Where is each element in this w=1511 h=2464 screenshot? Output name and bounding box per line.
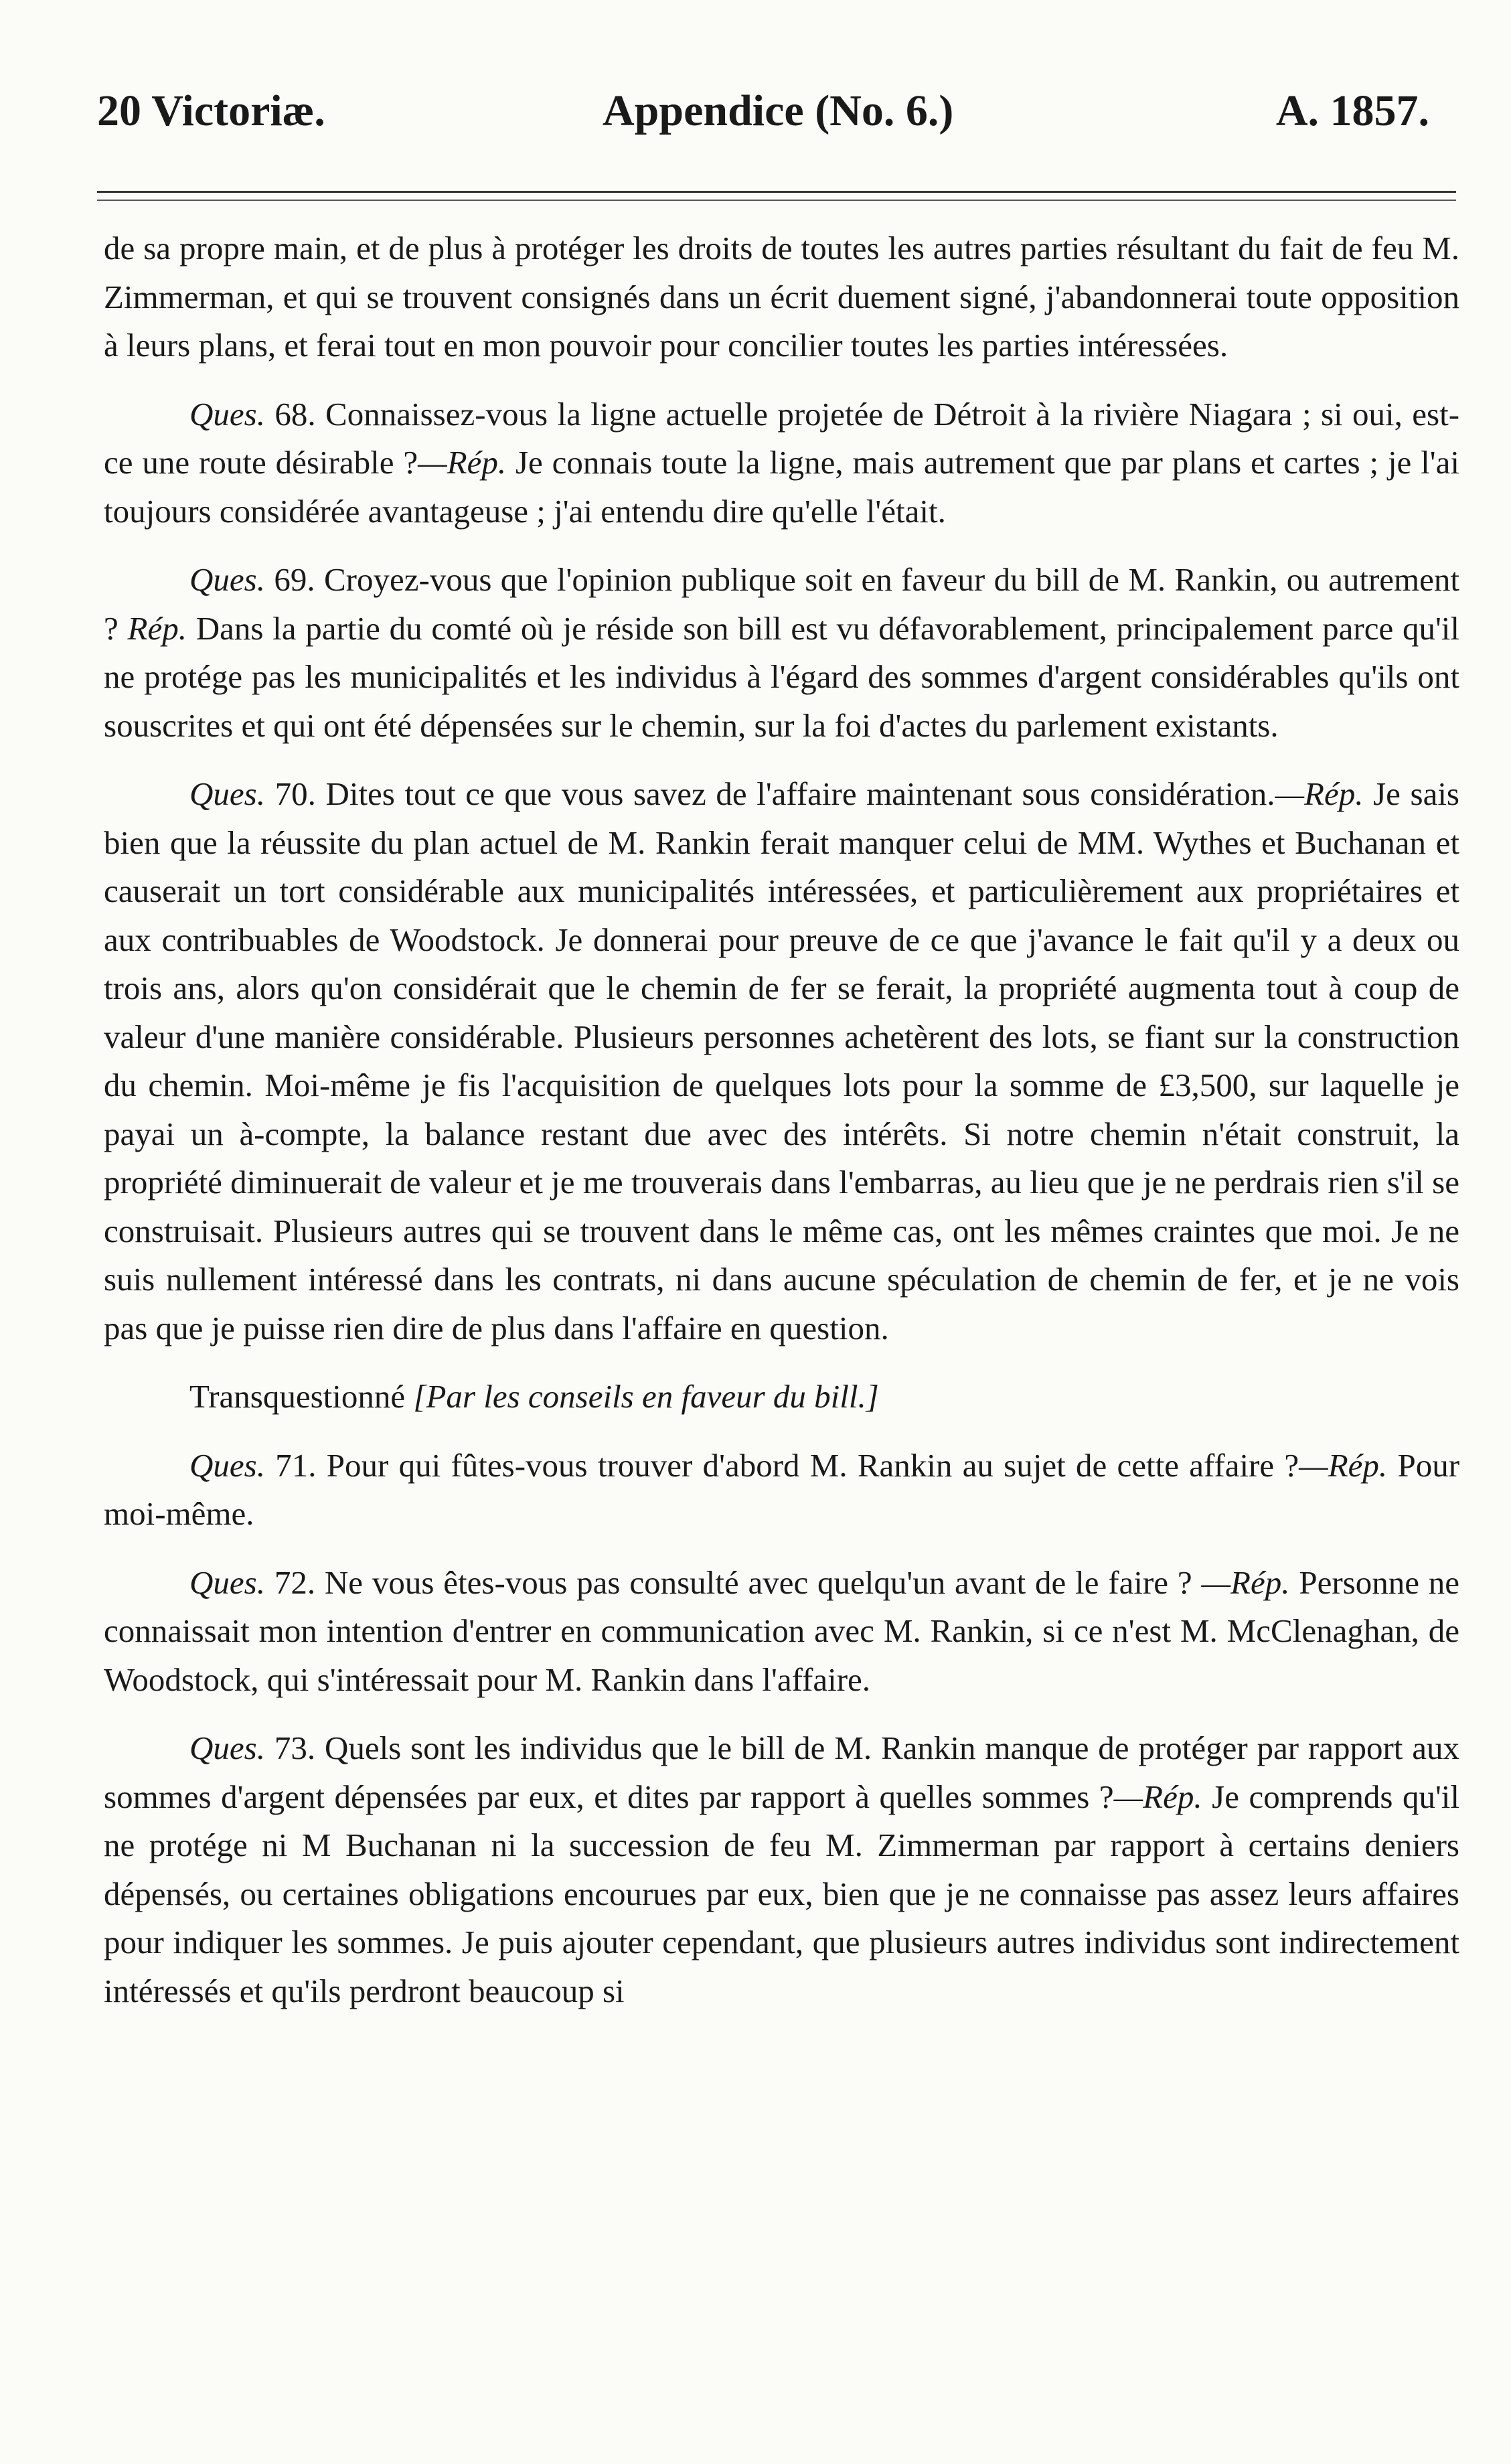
answer-label: —Rép. [1201, 1563, 1290, 1601]
question-text: Ne vous êtes-vous pas consulté avec quelqu'un avant de le faire ? [324, 1563, 1192, 1601]
answer-text: Personne ne connaissait mon intention d'entrer en communication avec M. Rankin, si ce n'est M. McClenaghan, de Woodstock, qui s'intéressait pour M. Rankin dans l'affaire. [104, 1563, 1460, 1698]
question-68 [104, 390, 1459, 536]
opening-paragraph: de sa propre main, et de plus à protéger les droits de toutes les autres parties résultant du fait de feu M. Zimmerman, et qui se trouvent consignés dans un écrit duement signé, j'abandonnerai toute opposition à leurs plans, et ferai tout en mon pouvoir pour concilier toutes les parties intéressées. [104, 230, 1459, 364]
answer-text: Pour moi-même. [104, 1446, 1460, 1532]
document-body [104, 224, 1459, 2035]
header-appendix: Appendice (No. 6.) [603, 86, 954, 135]
question-label: Ques. [189, 561, 265, 598]
question-number: 70. [274, 775, 316, 812]
transquestion-line [104, 1373, 1459, 1421]
answer-text: Je comprends qu'il ne protége ni M Buchanan ni la succession de feu M. Zimmerman par rapport à certains deniers dépensés, ou certaines obligations encourues par eux, bien que je ne connaisse pas assez leurs affaires pour indiquer les sommes. Je puis ajouter cependant, que plusieurs autres individus sont indirectement intéressés et qu'ils perdront beaucoup si [104, 1778, 1460, 2009]
answer-label: —Rép. [1275, 775, 1364, 812]
question-73 [104, 1724, 1459, 2015]
header-year: A. 1857. [1275, 86, 1429, 135]
question-69 [104, 556, 1459, 750]
question-71 [104, 1442, 1459, 1539]
question-text: Quels sont les individus que le bill de M. Rankin manque de protéger par rapport aux sommes d'argent dépensées par eux, et dites par rapport à quelles sommes ? [104, 1729, 1460, 1815]
question-text: Pour qui fûtes-vous trouver d'abord M. Rankin au sujet de cette affaire ? [326, 1446, 1299, 1484]
question-number: 69. [274, 561, 315, 598]
answer-label: —Rép. [1299, 1446, 1388, 1484]
question-label: Ques. [189, 1729, 265, 1766]
answer-label: —Rép. [418, 444, 507, 481]
question-number: 73. [274, 1729, 316, 1766]
question-label: Ques. [189, 775, 265, 812]
answer-text: Dans la partie du comté où je réside son bill est vu défavorablement, principalement parce qu'il ne protége pas les municipalités et les individus à l'égard des sommes d'argent considérables qu'ils ont souscrites et qui ont été dépensées sur le chemin, sur la foi d'actes du parlement existants. [104, 609, 1460, 744]
header-rule-top [97, 191, 1456, 193]
question-label: Ques. [189, 1563, 265, 1601]
transquestion-bracket: [Par les conseils en faveur du bill.] [413, 1378, 879, 1415]
question-number: 68. [274, 395, 316, 433]
question-70 [104, 770, 1459, 1353]
question-text: Connaissez-vous la ligne actuelle projetée de Détroit à la rivière Niagara ; si oui, est-ce une route désirable ? [104, 395, 1460, 481]
question-label: Ques. [189, 1446, 265, 1484]
answer-text: Je sais bien que la réussite du plan actuel de M. Rankin ferait manquer celui de MM. Wythes et Buchanan et causerait un tort considérable aux municipalités intéressées, et particulièrement aux propriétaires et aux contribuables de Woodstock. Je donnerai pour preuve de ce que j'avance le fait qu'il y a deux ou trois ans, alors qu'on considérait que le chemin de fer se ferait, la propriété augmenta tout à coup de valeur d'une manière considérable. Plusieurs personnes achetèrent des lots, se fiant sur la construction du chemin. Moi-même je fis l'acquisition de quelques lots pour la somme de £3,500, sur laquelle je payai un à-compte, la balance restant due avec des intérêts. Si notre chemin n'était construit, la propriété diminuerait de valeur et je me trouverais dans l'embarras, au lieu que je ne perdrais rien s'il se construisait. Plusieurs autres qui se trouvent dans le même cas, ont les mêmes craintes que moi. Je ne suis nullement intéressé dans les contrats, ni dans aucune spéculation de chemin de fer, et je ne vois pas que je puisse rien dire de plus dans l'affaire en question. [104, 775, 1460, 1346]
answer-label: —Rép. [1113, 1778, 1202, 1815]
header-session: 20 Victoriæ. [97, 86, 325, 135]
question-label: Ques. [189, 395, 265, 433]
question-72 [104, 1559, 1459, 1705]
question-text: Dites tout ce que vous savez de l'affaire maintenant sous considération. [325, 775, 1275, 812]
answer-text: Je connais toute la ligne, mais autrement que par plans et cartes ; je l'ai toujours considérée avantageuse ; j'ai entendu dire qu'elle l'était. [104, 444, 1459, 530]
question-text: Croyez-vous que l'opinion publique soit en faveur du bill de M. Rankin, ou autrement ? [104, 561, 1460, 647]
question-number: 72. [274, 1563, 316, 1601]
question-number: 71. [275, 1446, 317, 1484]
transquestion-label: Transquestionné [189, 1378, 406, 1415]
answer-label: Rép. [127, 609, 187, 647]
header-rule-bottom [97, 200, 1456, 201]
page-header [97, 86, 1429, 139]
